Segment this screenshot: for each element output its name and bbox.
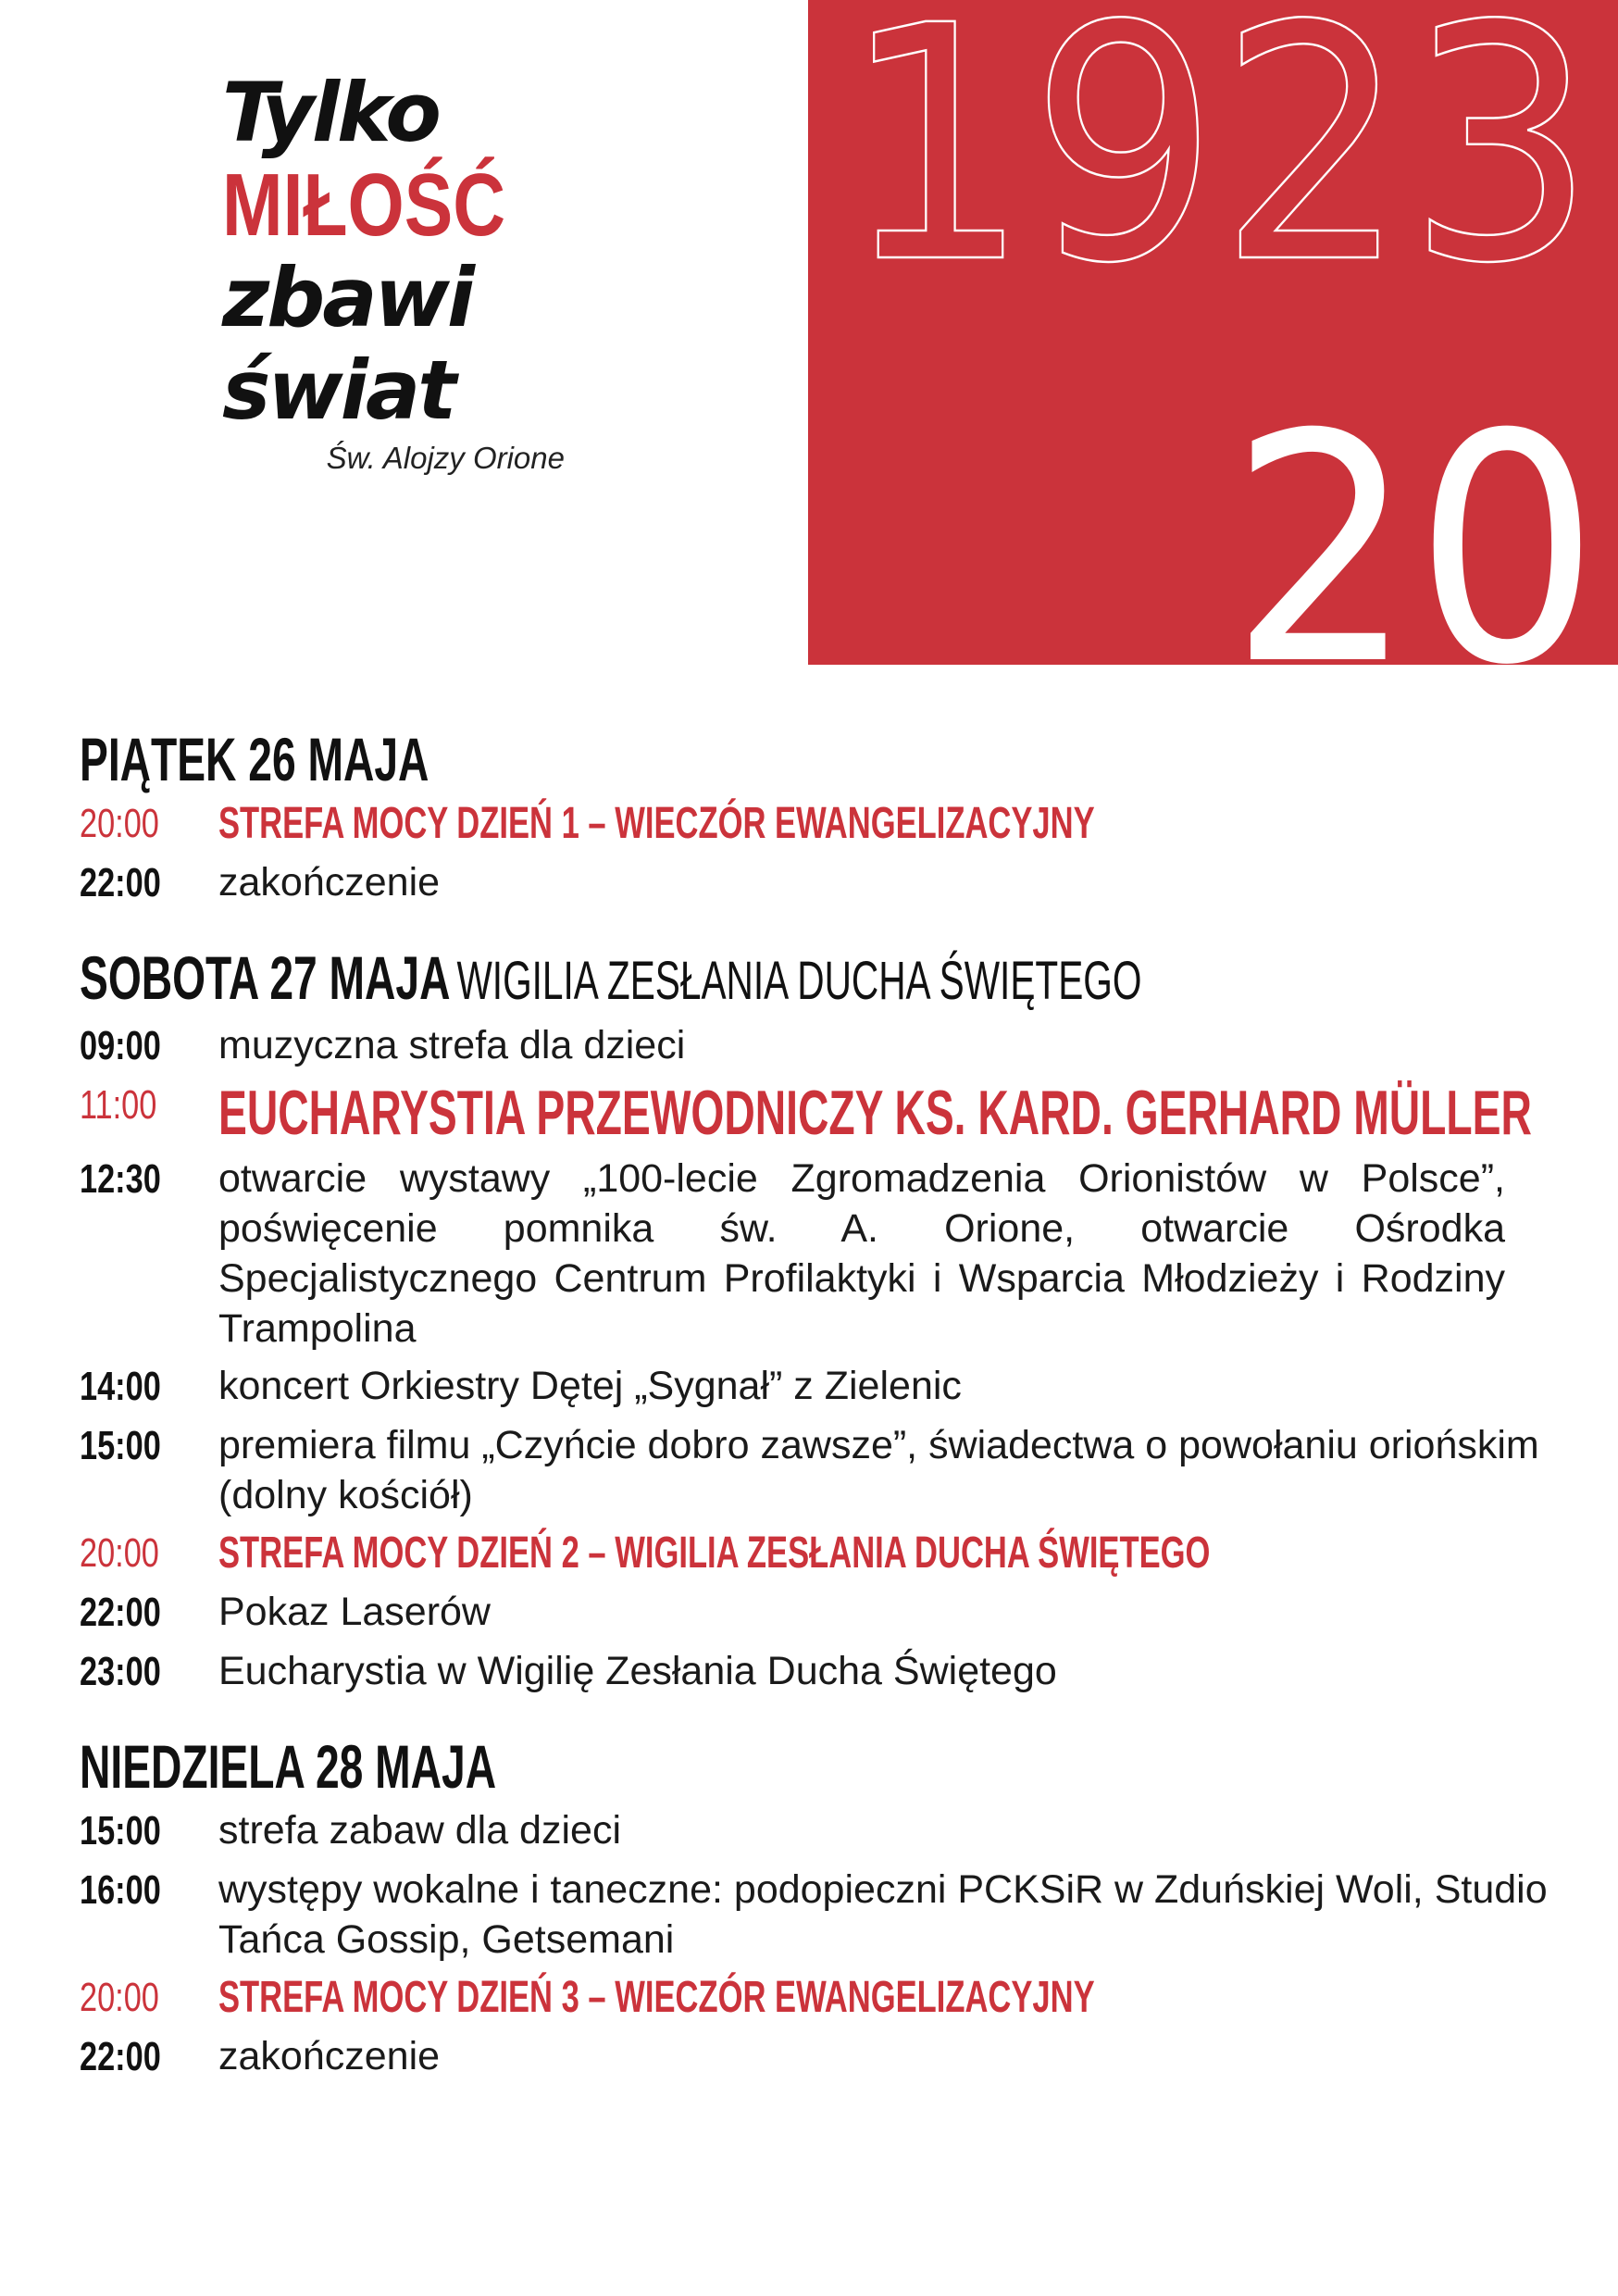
motto-line-milosc: MIŁOŚĆ	[222, 156, 506, 255]
event-time: 09:00	[80, 1023, 161, 1068]
day-heading	[80, 941, 1142, 1018]
event-description: strefa zabaw dla dzieci	[218, 1808, 621, 1853]
day-title: PIĄTEK 26 MAJA	[80, 725, 429, 793]
event-time: 22:00	[80, 860, 161, 905]
anniversary-badge-graphic	[808, 0, 1618, 665]
event-description: EUCHARYSTIA PRZEWODNICZY KS. KARD. GERHARD MÜLLER	[218, 1078, 1532, 1148]
motto-line-tylko: Tylko	[222, 65, 439, 160]
day-heading	[80, 722, 1116, 796]
event-description: zakończenie	[218, 2034, 441, 2078]
event-row	[80, 1020, 1561, 1072]
event-time: 15:00	[80, 1423, 161, 1468]
motto-line-swiat: świat	[222, 343, 454, 438]
event-row	[80, 1154, 1561, 1354]
event-description: muzyczna strefa dla dzieci	[218, 1023, 686, 1067]
event-row	[80, 857, 1561, 909]
schedule	[80, 722, 1561, 2115]
event-description: Pokaz Laserów	[218, 1590, 491, 1634]
event-row	[80, 2031, 1561, 2083]
event-description: Eucharystia w Wigilię Zesłania Ducha Świętego	[218, 1649, 1057, 1693]
event-row	[80, 1587, 1561, 1639]
event-description: STREFA MOCY DZIEŃ 1 – WIECZÓR EWANGELIZACYJNY	[218, 799, 1095, 848]
event-time: 15:00	[80, 1808, 161, 1853]
day-section	[80, 722, 1561, 909]
event-description: STREFA MOCY DZIEŃ 3 – WIECZÓR EWANGELIZACYJNY	[218, 1973, 1095, 2022]
day-section	[80, 1729, 1561, 2083]
event-time: 11:00	[80, 1082, 157, 1128]
event-description: premiera filmu „Czyńcie dobro zawsze”, świadectwa o powołaniu oriońskim (dolny kościół)	[218, 1423, 1539, 1517]
event-description: koncert Orkiestry Dętej „Sygnał” z Zielenic	[218, 1364, 962, 1408]
event-time: 12:30	[80, 1156, 161, 1202]
event-time: 14:00	[80, 1364, 161, 1409]
day-heading	[80, 1729, 1116, 1803]
event-row	[80, 1805, 1561, 1857]
event-description: STREFA MOCY DZIEŃ 2 – WIGILIA ZESŁANIA DUCHA ŚWIĘTEGO	[218, 1529, 1211, 1578]
event-row	[80, 798, 1561, 850]
event-row	[80, 1865, 1561, 1965]
day-title: NIEDZIELA 28 MAJA	[80, 1732, 497, 1801]
event-row	[80, 1079, 1561, 1146]
day-section	[80, 941, 1561, 1698]
day-title: SOBOTA 27 MAJA	[80, 943, 451, 1012]
event-time: 20:00	[80, 1975, 159, 2020]
badge-number: 20	[1229, 368, 1599, 665]
event-description: występy wokalne i taneczne: podopieczni PCKSiR w Zduńskiej Woli, Studio Tańca Gossip, Getsemani	[218, 1867, 1548, 1962]
event-row	[80, 1972, 1561, 2024]
event-time: 22:00	[80, 1590, 161, 1635]
event-row	[80, 1528, 1561, 1579]
motto-author: Św. Alojzy Orione	[326, 441, 565, 475]
day-subtitle: WIGILIA ZESŁANIA DUCHA ŚWIĘTEGO	[456, 951, 1142, 1011]
event-row	[80, 1420, 1561, 1520]
event-time: 20:00	[80, 801, 159, 846]
badge-year: 1923	[841, 0, 1596, 334]
event-time: 23:00	[80, 1649, 161, 1694]
event-time: 16:00	[80, 1867, 161, 1913]
motto-line-zbawi: zbawi	[222, 250, 473, 345]
event-time: 20:00	[80, 1530, 159, 1576]
event-row	[80, 1646, 1561, 1698]
event-row	[80, 1361, 1561, 1413]
event-description: zakończenie	[218, 860, 441, 905]
anniversary-badge	[808, 0, 1618, 665]
event-description: otwarcie wystawy „100-lecie Zgromadzenia Orionistów w Polsce”, poświęcenie pomnika św. A. Orione, otwarcie Ośrodka Specjalistycznego Centrum Profilaktyki i Wsparcia Młodzieży i Rodziny Trampolina	[218, 1156, 1505, 1351]
event-time: 22:00	[80, 2034, 161, 2079]
motto	[222, 67, 592, 476]
